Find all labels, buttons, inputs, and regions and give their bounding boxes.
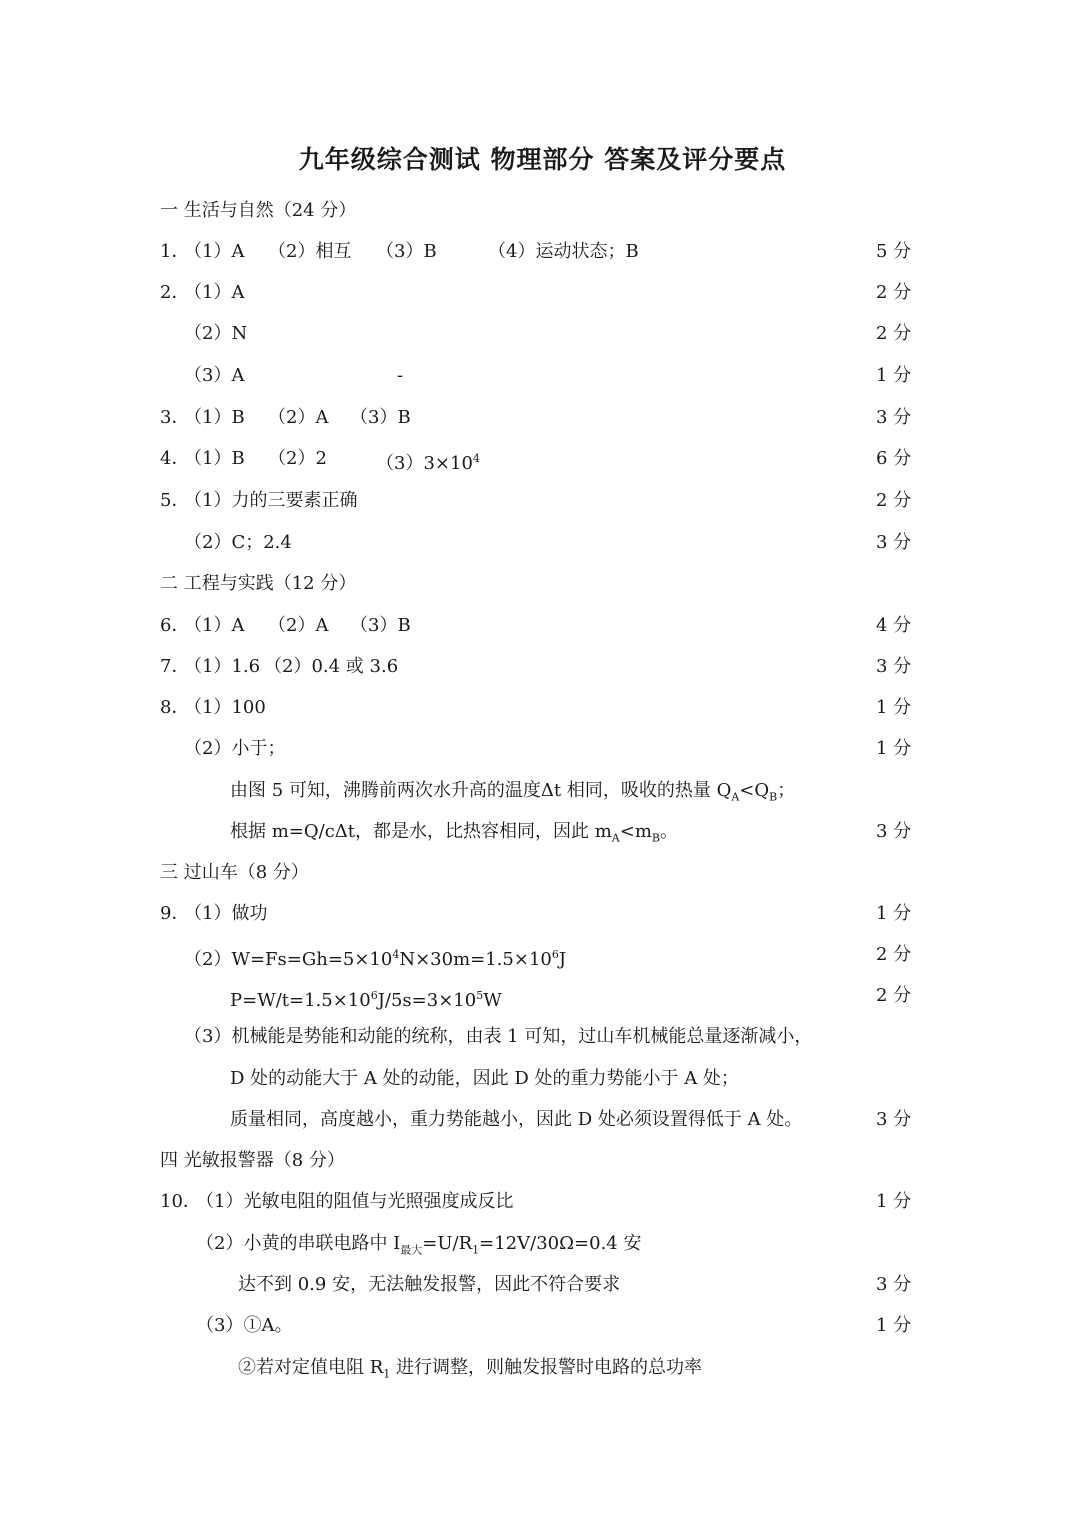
q8-reason-1-sub-b: B bbox=[769, 790, 778, 804]
q8-reason-1-sub-a: A bbox=[731, 790, 740, 804]
q8-reason-2-sub-b: B bbox=[651, 831, 660, 845]
q8-part2-score: 1 分 bbox=[876, 738, 912, 759]
q10-part2-line-2: 达不到 0.9 安，无法触发报警，因此不符合要求 bbox=[238, 1274, 621, 1295]
q9-part3-score: 3 分 bbox=[876, 1109, 912, 1130]
q10-resistor-subscript: 1 bbox=[472, 1243, 480, 1257]
q10-adjust-subscript: 1 bbox=[383, 1367, 391, 1381]
q4-part3-exponent: 4 bbox=[472, 452, 480, 465]
section-3-heading: 三 过山车（8 分） bbox=[160, 862, 309, 883]
q1-score: 5 分 bbox=[876, 241, 912, 262]
q9-part3-line-3: 质量相同，高度越小，重力势能越小，因此 D 处必须设置得低于 A 处。 bbox=[230, 1109, 803, 1130]
q7-part2: （2）0.4 或 3.6 bbox=[264, 656, 399, 677]
q7-part1: （1）1.6 bbox=[184, 656, 261, 677]
q10-current-formula-end: =12V/30Ω=0.4 安 bbox=[479, 1233, 642, 1254]
q6-part3: （3）B bbox=[350, 615, 411, 636]
section-2-heading: 二 工程与实践（12 分） bbox=[160, 573, 357, 594]
q2-part2-score: 2 分 bbox=[876, 323, 912, 344]
q8-reason-line-2 bbox=[230, 817, 678, 847]
q9-power-formula bbox=[230, 981, 502, 1011]
q4-score: 6 分 bbox=[876, 448, 912, 469]
q1-part2: （2）相互 bbox=[268, 241, 352, 262]
q10-part3: （3）①A。 bbox=[196, 1315, 293, 1336]
q8-reason-2-mid: <m bbox=[619, 821, 652, 842]
q4-number: 4． bbox=[160, 448, 190, 469]
q9-work-score: 2 分 bbox=[876, 944, 912, 965]
q3-part3: （3）B bbox=[350, 407, 411, 428]
q5-part1-score: 2 分 bbox=[876, 490, 912, 511]
q4-part2: （2）2 bbox=[268, 448, 327, 469]
q3-score: 3 分 bbox=[876, 407, 912, 428]
q10-current-subscript: 最大 bbox=[400, 1243, 423, 1257]
q9-part1: （1）做功 bbox=[184, 903, 268, 924]
q9-part1-score: 1 分 bbox=[876, 903, 912, 924]
q9-work-exponent-2: 6 bbox=[551, 948, 559, 961]
q10-adjust-text-start: ②若对定值电阻 R bbox=[238, 1357, 384, 1378]
q9-work-formula-start: （2）W=Fs=Gh=5×10 bbox=[184, 949, 393, 970]
q8-part2: （2）小于； bbox=[184, 738, 286, 759]
q4-part1: （1）B bbox=[184, 448, 245, 469]
q8-reason-line-1 bbox=[230, 776, 795, 806]
q10-number: 10． bbox=[160, 1191, 201, 1212]
q8-reason-2-sub-a: A bbox=[611, 831, 620, 845]
q1-part4: （4）运动状态；B bbox=[488, 241, 639, 262]
q8-part3-score: 3 分 bbox=[876, 821, 912, 842]
q10-current-formula-mid: =U/R bbox=[422, 1233, 473, 1254]
q2-part3-score: 1 分 bbox=[876, 365, 912, 386]
q5-part1: （1）力的三要素正确 bbox=[184, 490, 358, 511]
q8-reason-1-text: 由图 5 可知，沸腾前两次水升高的温度Δt 相同，吸收的热量 Q bbox=[230, 780, 732, 801]
q3-number: 3． bbox=[160, 407, 190, 428]
q10-part3-line-2 bbox=[238, 1353, 702, 1383]
q8-part1-score: 1 分 bbox=[876, 697, 912, 718]
q2-part3: （3）A bbox=[184, 365, 245, 386]
q6-score: 4 分 bbox=[876, 615, 912, 636]
q8-reason-1-mid: <Q bbox=[739, 780, 770, 801]
q1-part3: （3）B bbox=[376, 241, 437, 262]
q9-work-exponent-1: 4 bbox=[392, 948, 400, 961]
q8-number: 8． bbox=[160, 697, 190, 718]
q8-part1: （1）100 bbox=[184, 697, 266, 718]
q1-part1: （1）A bbox=[184, 241, 245, 262]
q10-current-formula-start: （2）小黄的串联电路中 I bbox=[196, 1233, 401, 1254]
q10-part1-score: 1 分 bbox=[876, 1191, 912, 1212]
q5-part2: （2）C；2.4 bbox=[184, 532, 292, 553]
q2-part1-score: 2 分 bbox=[876, 282, 912, 303]
section-4-heading: 四 光敏报警器（8 分） bbox=[160, 1150, 345, 1171]
q5-number: 5． bbox=[160, 490, 190, 511]
page-title: 九年级综合测试 物理部分 答案及评分要点 bbox=[298, 145, 787, 174]
q10-part2-score: 3 分 bbox=[876, 1274, 912, 1295]
q8-reason-2-end: 。 bbox=[660, 821, 678, 842]
q9-work-formula-mid: N×30m=1.5×10 bbox=[399, 949, 552, 970]
q3-part2: （2）A bbox=[268, 407, 329, 428]
q8-reason-1-end: ； bbox=[777, 780, 796, 801]
q9-power-formula-start: P=W/t=1.5×10 bbox=[230, 990, 371, 1011]
q6-part2: （2）A bbox=[268, 615, 329, 636]
q7-score: 3 分 bbox=[876, 656, 912, 677]
q9-power-formula-mid: J/5s=3×10 bbox=[377, 990, 477, 1011]
q6-number: 6． bbox=[160, 615, 190, 636]
q2-number: 2． bbox=[160, 282, 190, 303]
stray-mark: - bbox=[397, 365, 404, 386]
q9-number: 9． bbox=[160, 903, 190, 924]
q8-reason-2-text: 根据 m=Q/cΔt，都是水，比热容相同，因此 m bbox=[230, 821, 612, 842]
q6-part1: （1）A bbox=[184, 615, 245, 636]
q9-power-score: 2 分 bbox=[876, 985, 912, 1006]
q10-part1: （1）光敏电阻的阻值与光照强度成反比 bbox=[196, 1191, 514, 1212]
q4-part3-base: （3）3×10 bbox=[376, 453, 473, 474]
q9-part3-line-1: （3）机械能是势能和动能的统称，由表 1 可知，过山车机械能总量逐渐减小， bbox=[184, 1026, 813, 1047]
q5-part2-score: 3 分 bbox=[876, 532, 912, 553]
q9-part3-line-2: D 处的动能大于 A 处的动能，因此 D 处的重力势能小于 A 处； bbox=[230, 1068, 739, 1089]
q7-number: 7． bbox=[160, 656, 190, 677]
q3-part1: （1）B bbox=[184, 407, 245, 428]
q2-part2: （2）N bbox=[184, 323, 248, 344]
q9-power-formula-unit: W bbox=[483, 990, 502, 1011]
section-1-heading: 一 生活与自然（24 分） bbox=[160, 200, 357, 221]
q2-part1: （1）A bbox=[184, 282, 245, 303]
q9-work-formula-unit: J bbox=[558, 949, 567, 970]
q9-work-formula bbox=[184, 940, 566, 970]
q9-power-exponent-2: 5 bbox=[476, 989, 484, 1002]
q1-number: 1． bbox=[160, 241, 190, 262]
q9-power-exponent-1: 6 bbox=[370, 989, 378, 1002]
q10-part3-score: 1 分 bbox=[876, 1315, 912, 1336]
q10-part2-line-1 bbox=[196, 1229, 641, 1259]
q10-adjust-text-end: 进行调整，则触发报警时电路的总功率 bbox=[390, 1357, 703, 1378]
q4-part3 bbox=[376, 444, 480, 479]
